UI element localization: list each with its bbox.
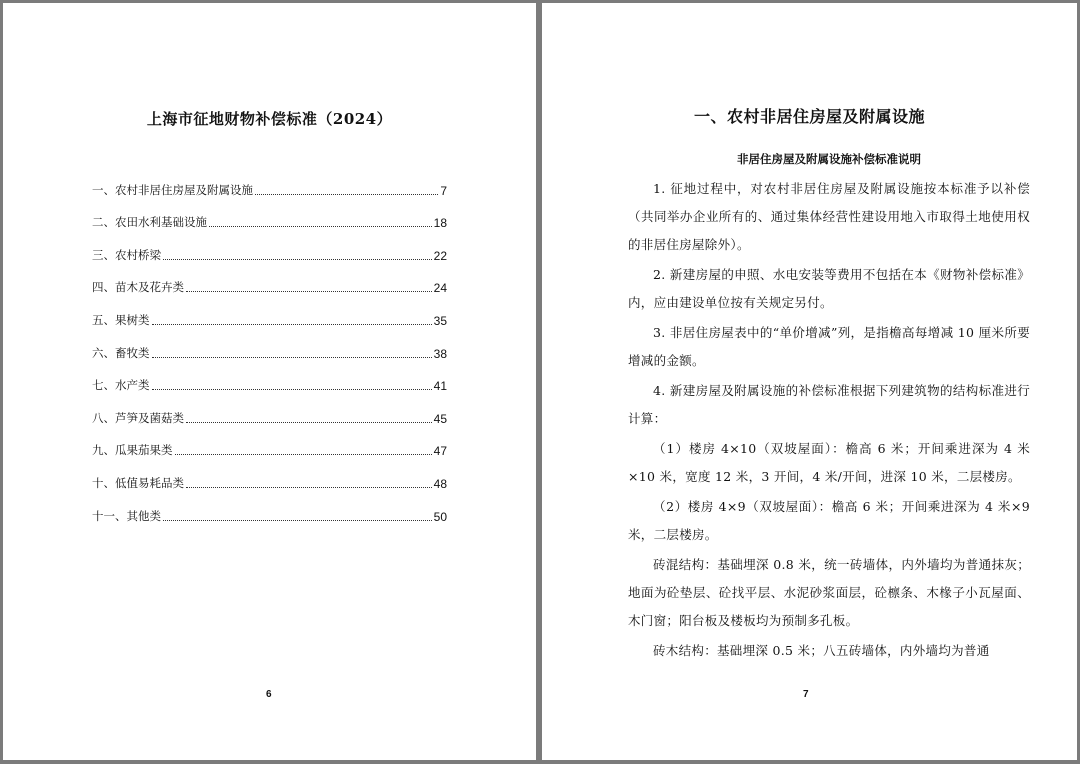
toc-leader [255,193,438,195]
body-paragraph: （1）楼房 4×10（双坡屋面）：檐高 6 米；开间乘进深为 4 米×10 米，宽度 12 米，3 开间，4 米/开间，进深 10 米，二层楼房。 [628,441,1030,484]
document-title: 上海市征地财物补偿标准（2024） [146,110,393,128]
toc-entry-label: 十、低值易耗品类 [92,475,184,490]
toc-entry[interactable] [92,230,447,263]
left-page [3,3,536,760]
toc-entry-page: 47 [433,444,447,459]
toc-entry-page: 50 [433,509,447,524]
toc-entry-label: 一、农村非居住房屋及附属设施 [92,182,253,197]
toc-entry-page: 48 [433,476,447,491]
toc-leader [152,388,432,390]
toc-leader [186,486,432,488]
toc-entry[interactable] [92,393,447,426]
toc-entry-label: 九、瓜果茄果类 [92,443,173,458]
section-title: 一、农村非居住房屋及附属设施 [693,107,925,126]
toc-entry-label: 十一、其他类 [92,508,161,523]
toc-leader [163,258,432,260]
page-number: 6 [266,689,272,700]
body-paragraph: 1. 征地过程中，对农村非居住房屋及附属设施按本标准予以补偿（共同举办企业所有的、通过集体经营性建设用地入市取得土地使用权的非居住房屋除外）。 [628,181,1030,252]
toc-leader [152,323,432,325]
body-paragraph: 2. 新建房屋的申照、水电安装等费用不包括在本《财物补偿标准》内，应由建设单位按有关规定另付。 [628,267,1030,310]
page-number: 7 [803,689,809,700]
toc-entry-label: 五、果树类 [92,312,150,327]
toc-entry[interactable] [92,295,447,328]
toc-leader [186,421,432,423]
toc-leader [175,453,432,455]
table-of-contents [92,165,447,524]
section-subtitle: 非居住房屋及附属设施补偿标准说明 [737,152,921,166]
toc-leader [209,225,432,227]
toc-entry[interactable] [92,165,447,198]
toc-entry-page: 18 [433,216,447,231]
body-paragraph: 砖混结构：基础埋深 0.8 米，统一砖墙体，内外墙均为普通抹灰；地面为砼垫层、砼找平层、水泥砂浆面层，砼檩条、木椽子小瓦屋面、木门窗；阳台板及楼板均为预制多孔板。 [628,557,1030,628]
toc-entry-page: 35 [433,313,447,328]
toc-entry[interactable] [92,328,447,361]
toc-entry-page: 22 [433,248,447,263]
body-paragraph: （2）楼房 4×9（双坡屋面）：檐高 6 米；开间乘进深为 4 米×9 米，二层楼房。 [628,499,1030,542]
body-paragraph: 3. 非居住房屋表中的“单价增减”列，是指檐高每增减 10 厘米所要增减的金额。 [628,325,1030,368]
body-paragraph: 4. 新建房屋及附属设施的补偿标准根据下列建筑物的结构标准进行计算： [628,383,1030,426]
toc-entry[interactable] [92,426,447,459]
toc-entry-label: 二、农田水利基础设施 [92,215,207,230]
toc-entry-page: 7 [440,183,447,198]
section-body [628,149,1030,667]
toc-entry[interactable] [92,458,447,491]
toc-entry-label: 七、水产类 [92,378,150,393]
toc-entry-label: 三、农村桥梁 [92,247,161,262]
body-paragraph: 砖木结构：基础埋深 0.5 米；八五砖墙体，内外墙均为普通 [653,643,990,658]
toc-entry[interactable] [92,198,447,231]
toc-entry-label: 四、苗木及花卉类 [92,280,184,295]
toc-entry-page: 24 [433,281,447,296]
toc-entry-page: 41 [433,379,447,394]
toc-entry-label: 八、芦笋及菌菇类 [92,410,184,425]
toc-entry[interactable] [92,361,447,394]
toc-entry-label: 六、畜牧类 [92,345,150,360]
toc-entry[interactable] [92,491,447,524]
toc-leader [163,519,432,521]
toc-leader [152,356,432,358]
toc-leader [186,290,432,292]
right-page [542,3,1077,760]
toc-entry-page: 45 [433,411,447,426]
toc-entry[interactable] [92,263,447,296]
toc-entry-page: 38 [433,346,447,361]
